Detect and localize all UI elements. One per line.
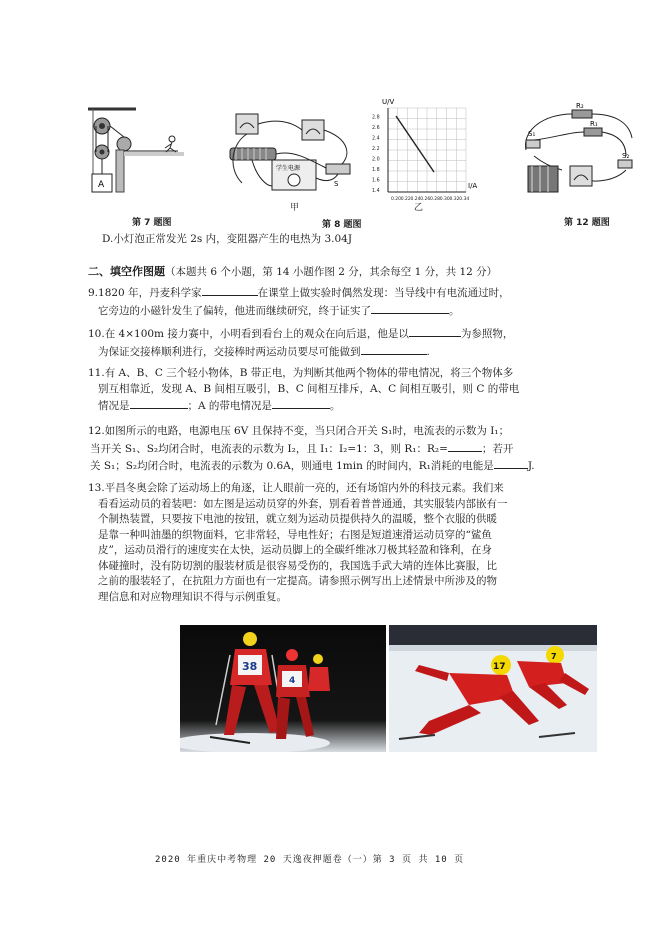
- graph-x-tick: 0.32: [449, 197, 460, 202]
- graph-y-tick: 1.6: [372, 178, 380, 184]
- graph-x-tick: 0.20: [391, 197, 402, 202]
- graph-y-tick: 2.8: [372, 115, 380, 121]
- svg-text:R₂: R₂: [576, 102, 584, 110]
- q9-blank-2[interactable]: [371, 302, 449, 314]
- section-title: 二、填空作图题: [88, 265, 165, 278]
- graph-y-axis-label: U/V: [382, 98, 395, 106]
- graph-y-tick: 1.4: [372, 189, 380, 194]
- graph-sub-label: 乙: [414, 203, 424, 213]
- svg-text:S₁: S₁: [528, 130, 536, 138]
- q12-line2a: 当开关 S₁、S₂均闭合时，电流表的示数为 I₂，且 I₁：I₂=1：3，则 R₁：R₂=: [90, 442, 448, 455]
- fig8-caption: 第 8 题图: [322, 220, 362, 230]
- q11-line3c: 。: [329, 400, 341, 412]
- q13-line: 看看运动员的着装吧：如左图是运动员穿的外套，别看着普普通通，其实服装内部嵌有一: [98, 497, 508, 510]
- q10-line2a: 为保证交接棒顺利进行，交接棒时两运动员要尽可能做到: [98, 345, 361, 358]
- page-footer: 2020 年重庆中考物理 20 天逸夜押题卷（一）第 3 页 共 10 页: [155, 855, 465, 865]
- question-12: [88, 424, 568, 475]
- q9-blank-1[interactable]: [202, 284, 258, 296]
- question-13: [88, 481, 568, 605]
- right-bib-1: 17: [493, 662, 506, 672]
- q9-line2a: 它旁边的小磁针发生了偏转，他进而继续研究，终于证实了: [98, 304, 371, 317]
- graph-x-tick: 0.26: [420, 197, 431, 202]
- q11-line1: 11.有 A、B、C 三个轻小物体，B 带正电，为判断其他两个物体的带电情况，将三个物体多: [88, 367, 514, 379]
- graph-y-tick: 2.0: [372, 157, 380, 163]
- fig7-caption: 第 7 题图: [132, 218, 172, 228]
- figure-12-circuit: [514, 100, 640, 198]
- graph-x-axis-label: I/A: [468, 182, 478, 190]
- right-bib-2: 7: [551, 652, 557, 661]
- q12-line3a: 关 S₁；S₂均闭合时，电流表的示数为 0.6A，则通电 1min 的时间内，R₁消耗的电能是: [90, 460, 494, 472]
- q12-line3b: J.: [527, 460, 535, 472]
- question-10: [88, 325, 568, 360]
- graph-y-tick: 2.4: [372, 136, 380, 142]
- q10-line1b: 为参照物，: [460, 328, 514, 340]
- graph-y-tick: 2.2: [372, 147, 380, 152]
- figure-8-circuit: [222, 108, 362, 203]
- graph-x-tick: 0.22: [400, 197, 411, 202]
- q13-line: 之前的服装轻了，在抗阻力方面也有一定提高。请参照示例写出上述情景中所涉及的物: [98, 575, 497, 587]
- q11-blank-1[interactable]: [130, 397, 188, 409]
- option-d: D.小灯泡正常发光 2s 内，变阻器产生的电热为 3.04J: [102, 233, 353, 245]
- q11-blank-2[interactable]: [272, 397, 330, 409]
- q12-line2b: ；若开: [481, 442, 514, 455]
- q9-line1b: 在课堂上做实验时偶然发现：当导线中有电流通过时，: [257, 287, 510, 299]
- graph-x-tick: 0.30: [439, 197, 450, 202]
- fig8-sub-label: 甲: [290, 203, 300, 213]
- q12-blank-2[interactable]: [494, 457, 528, 469]
- svg-text:R₁: R₁: [590, 120, 598, 128]
- fig7-box-label: A: [98, 180, 105, 190]
- svg-text:S₂: S₂: [622, 152, 630, 160]
- fig8-device-label: 学生电源: [276, 165, 301, 172]
- section-heading: [88, 260, 497, 280]
- q10-line1a: 10.在 4×100m 接力赛中，小明看到看台上的观众在向后退，他是以: [88, 328, 409, 340]
- question-9: [88, 284, 568, 319]
- q13-line: 13.平昌冬奥会除了运动场上的角逐，让人眼前一亮的，还有场馆内外的科技元素。我们来: [88, 482, 504, 494]
- photo-speed-skaters: [389, 625, 597, 752]
- section-note: （本题共 6 个小题，第 14 小题作图 2 分，其余每空 1 分，共 12 分）: [165, 266, 498, 278]
- graph-y-tick: 1.8: [372, 168, 380, 173]
- q10-blank-1[interactable]: [409, 325, 461, 337]
- q10-blank-2[interactable]: [361, 343, 427, 355]
- graph-y-tick: 2.6: [372, 126, 380, 131]
- graph-u-i: [364, 96, 486, 208]
- q13-line: 皮”，运动员滑行的速度实在太快，运动员脚上的全碳纤维冰刀极其轻盈和锋利，在身: [98, 544, 492, 556]
- q11-line2: 别互相靠近，发现 A、B 间相互吸引，B、C 间相互排斥，A、C 间相互吸引，则 C 的带电: [98, 382, 520, 395]
- q11-line3a: 情况是: [98, 400, 130, 412]
- q13-line: 个制热装置，只要按下电池的按钮，就立刻为运动员提供持久的温暖，整个衣服的供暖: [98, 513, 497, 525]
- q11-line3b: ；A 的带电情况是: [187, 400, 272, 412]
- left-bib-1: 38: [242, 660, 258, 673]
- question-11: [88, 366, 568, 415]
- graph-x-tick: 0.28: [430, 197, 441, 202]
- graph-x-tick: 0.24: [410, 197, 421, 202]
- q13-line: 理信息和对应物理知识不得与示例重复。: [98, 590, 287, 603]
- q13-line: 体碰撞时，没有防切割的服装材质是很容易受伤的，我国选手武大靖的连体比赛服，比: [98, 559, 497, 572]
- svg-text:S: S: [334, 180, 339, 188]
- left-bib-2: 4: [289, 676, 296, 686]
- q9-line1a: 9.1820 年，丹麦科学家: [88, 287, 202, 299]
- figure-7-pulley: [88, 106, 188, 194]
- q10-line2b: .: [426, 345, 430, 358]
- photo-biathlon-skiers: [180, 625, 386, 752]
- q12-blank-1[interactable]: [448, 440, 482, 452]
- q12-line1: 12.如图所示的电路，电源电压 6V 且保持不变，当只闭合开关 S₁时，电流表的示数为 I₁；: [88, 425, 510, 437]
- q9-line2b: 。: [449, 304, 460, 317]
- q13-line: 是靠一种叫油墨的织物面料，它非常轻，导电性好；右图是短道速滑运动员穿的“鲨鱼: [98, 528, 492, 541]
- graph-x-tick: 0.34: [459, 197, 470, 202]
- fig12-caption: 第 12 题图: [564, 218, 610, 228]
